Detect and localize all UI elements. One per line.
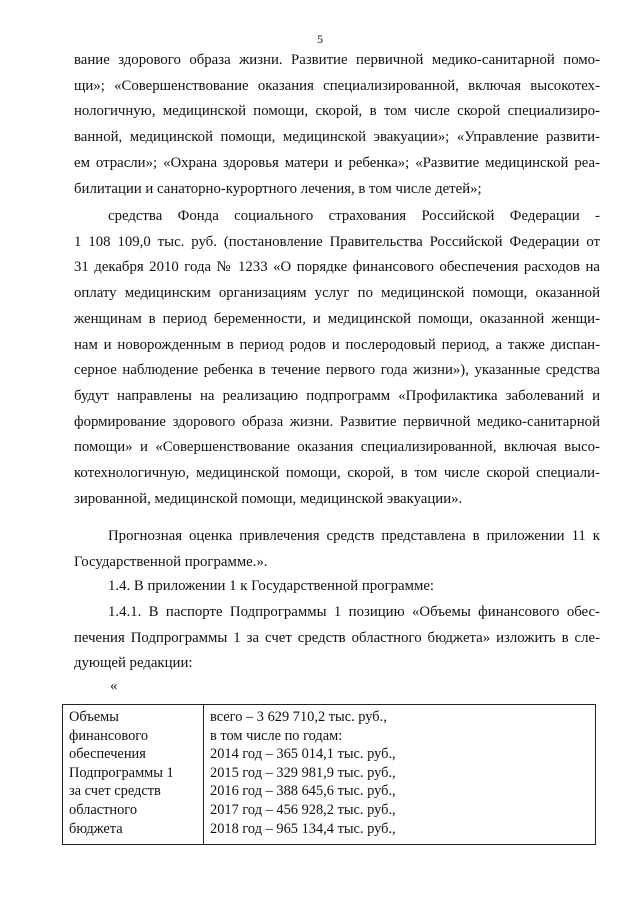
opening-quote-mark: «	[110, 678, 118, 694]
text-line: Государственной программе.».	[74, 553, 268, 570]
text-line: средства Фонда социального страхования Российской Федерации -	[108, 208, 600, 224]
text-line: ванной, медицинской помощи, медицинской эвакуации»; «Управление развити-	[74, 129, 600, 146]
value-line: в том числе по годам:	[210, 727, 343, 744]
value-line: 2015 год – 329 981,9 тыс. руб.,	[210, 764, 396, 781]
text-line: нологичную, медицинской помощи, скорой, в том числе скорой специализиро-	[74, 103, 600, 120]
text-line: 31 декабря 2010 года № 1233 «О порядке финансового обеспечения расходов на	[74, 259, 600, 276]
label-line: обеспечения	[69, 746, 146, 763]
text-line: будут направлены на реализацию подпрограмм «Профилактика заболеваний и	[74, 387, 600, 404]
text-line: дующей редакции:	[74, 655, 193, 672]
label-line: Объемы	[69, 709, 119, 725]
paragraph-3	[74, 524, 600, 575]
paragraph-4	[74, 574, 600, 600]
value-line: 2018 год – 965 134,4 тыс. руб.,	[210, 820, 396, 837]
text-line: оплату медицинским организациям услуг по медицинской помощи, оказанной	[74, 285, 600, 302]
text-line: нам и новорожденным в период родов и послеродовый период, а также диспан-	[74, 336, 600, 353]
text-line: женщинам в период беременности, и медицинской помощи, оказанной женщи-	[74, 310, 600, 327]
paragraph-1	[74, 48, 600, 202]
paragraph-2	[74, 204, 600, 512]
text-line: помощи» и «Совершенствование оказания специализированной, включая высо-	[74, 439, 600, 456]
text-line: серное наблюдение ребенка в течение первого года жизни»), указанные средства	[74, 362, 600, 379]
text-line: 1.4.1. В паспорте Подпрограммы 1 позицию «Объемы финансового обес-	[108, 604, 600, 620]
paragraph-5	[74, 600, 600, 677]
label-line: бюджета	[69, 820, 123, 837]
text-line: вание здорового образа жизни. Развитие первичной медико-санитарной помо-	[74, 52, 600, 68]
label-line: Подпрограммы 1	[69, 764, 174, 781]
label-line: за счет средств	[69, 783, 161, 800]
value-line: 2016 год – 388 645,6 тыс. руб.,	[210, 783, 396, 800]
text-line: печения Подпрограммы 1 за счет средств областного бюджета» изложить в сле-	[74, 629, 600, 646]
text-line: 1 108 109,0 тыс. руб. (постановление Правительства Российской Федерации от	[74, 233, 600, 250]
page-number: 5	[317, 32, 323, 46]
financing-table	[62, 704, 596, 845]
value-line: всего – 3 629 710,2 тыс. руб.,	[210, 709, 387, 725]
table-label-cell	[63, 705, 204, 845]
text-line: ем отрасли»; «Охрана здоровья матери и ребенка»; «Развитие медицинской реа-	[74, 154, 600, 171]
text-line: щи»; «Совершенствование оказания специализированной, включая высокотех-	[74, 77, 600, 94]
value-line: 2017 год – 456 928,2 тыс. руб.,	[210, 801, 396, 818]
text-line: Прогнозная оценка привлечения средств представлена в приложении 11 к	[108, 528, 600, 544]
text-line: 1.4. В приложении 1 к Государственной программе:	[108, 578, 435, 594]
value-line: 2014 год – 365 014,1 тыс. руб.,	[210, 746, 396, 763]
text-line: котехнологичную, медицинской помощи, скорой, в том числе скорой специали-	[74, 465, 600, 482]
table-row	[63, 705, 596, 845]
table-value-cell	[204, 705, 596, 845]
label-line: областного	[69, 801, 138, 818]
text-line: билитации и санаторно-курортного лечения, в том числе детей»;	[74, 180, 482, 197]
label-line: финансового	[69, 727, 149, 744]
text-line: зированной, медицинской помощи, медицинской эвакуации».	[74, 490, 463, 507]
text-line: формирование здорового образа жизни. Развитие первичной медико-санитарной	[74, 413, 600, 430]
